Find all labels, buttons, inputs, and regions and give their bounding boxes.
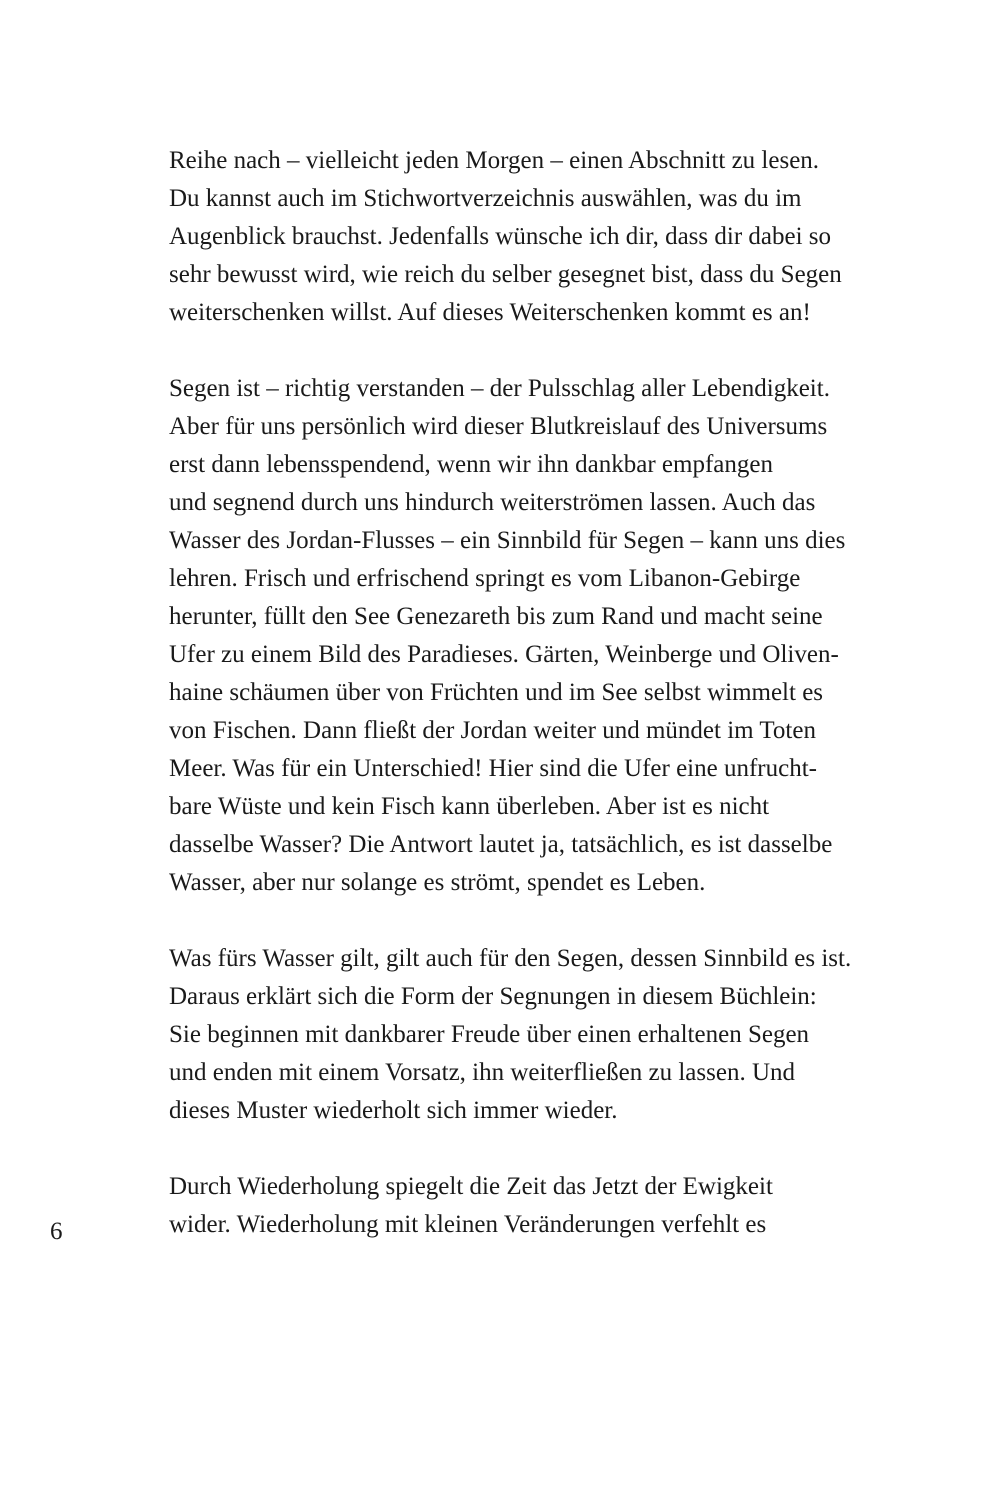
paragraph-2 [169,370,929,902]
text-line: bare Wüste und kein Fisch kann überleben. Aber ist es nicht [169,793,770,820]
paragraph-4 [169,1168,929,1244]
text-line: wider. Wiederholung mit kleinen Veränderungen verfehlt es [169,1211,767,1238]
text-line: Wasser des Jordan-Flusses – ein Sinnbild für Segen – kann uns dies [169,527,846,554]
text-line: und segnend durch uns hindurch weiterströmen lassen. Auch das [169,489,816,516]
text-line: dasselbe Wasser? Die Antwort lautet ja, tatsächlich, es ist dasselbe [169,831,833,858]
text-line: Segen ist – richtig verstanden – der Pulsschlag aller Lebendigkeit. [169,375,830,402]
text-line: sehr bewusst wird, wie reich du selber gesegnet bist, dass du Segen [169,261,842,288]
paragraph-gap [169,332,929,370]
text-line: Reihe nach – vielleicht jeden Morgen – einen Abschnitt zu lesen. [169,147,820,174]
text-line: lehren. Frisch und erfrischend springt es vom Libanon-Gebirge [169,565,801,592]
text-line: haine schäumen über von Früchten und im See selbst wimmelt es [169,679,824,706]
text-line: Augenblick brauchst. Jedenfalls wünsche ich dir, dass dir dabei so [169,223,832,250]
text-line: und enden mit einem Vorsatz, ihn weiterfließen zu lassen. Und [169,1059,796,1086]
text-line: Aber für uns persönlich wird dieser Blutkreislauf des Universums [169,413,828,440]
text-line: herunter, füllt den See Genezareth bis zum Rand und macht seine [169,603,823,630]
text-line: von Fischen. Dann fließt der Jordan weiter und mündet im Toten [169,717,816,744]
text-line: erst dann lebensspendend, wenn wir ihn dankbar empfangen [169,451,773,478]
paragraph-gap [169,1130,929,1168]
text-line: Daraus erklärt sich die Form der Segnungen in diesem Büchlein: [169,983,817,1010]
text-line: Sie beginnen mit dankbarer Freude über einen erhaltenen Segen [169,1021,810,1048]
text-line: weiterschenken willst. Auf dieses Weiterschenken kommt es an! [169,299,811,326]
text-line: Wasser, aber nur solange es strömt, spendet es Leben. [169,869,706,896]
body-text [169,142,929,1244]
paragraph-gap [169,902,929,940]
text-line: Was fürs Wasser gilt, gilt auch für den Segen, dessen Sinnbild es ist. [169,945,852,972]
text-line: dieses Muster wiederholt sich immer wieder. [169,1097,618,1124]
paragraph-3 [169,940,929,1130]
text-line: Du kannst auch im Stichwortverzeichnis auswählen, was du im [169,185,802,212]
paragraph-1 [169,142,929,332]
text-line: Meer. Was für ein Unterschied! Hier sind die Ufer eine unfrucht- [169,755,817,782]
text-line: Ufer zu einem Bild des Paradieses. Gärten, Weinberge und Oliven- [169,641,839,668]
text-line: Durch Wiederholung spiegelt die Zeit das Jetzt der Ewigkeit [169,1173,773,1200]
page-number: 6 [50,1218,63,1245]
